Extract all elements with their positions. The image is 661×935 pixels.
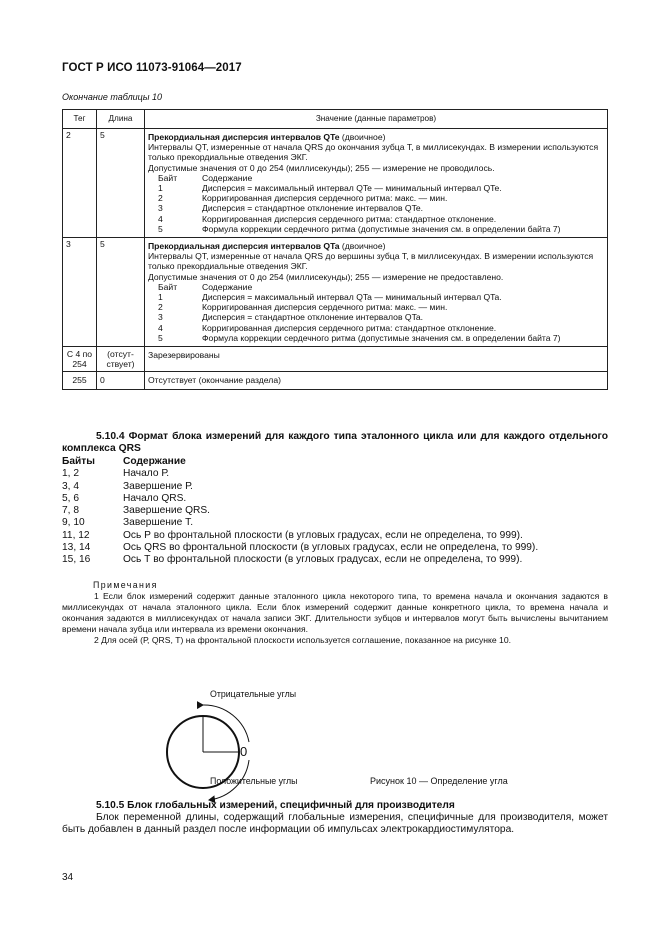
row-description: Интервалы QT, измеренные от начала QRS до вершины зубца T, в миллисекундах. В измерении используются только прекордиальные отведения ЭКГ. xyxy=(148,251,594,272)
list-item: 5, 6 Начало QRS. xyxy=(62,492,187,504)
sub-table-row: 2 Корригированная дисперсия сердечного ритма: макс. — мин. xyxy=(158,302,448,313)
page-number: 34 xyxy=(62,872,74,883)
row-range: Допустимые значения от 0 до 254 (миллисекунды); 255 — измерение не предоставлено. xyxy=(148,271,504,282)
list-item: 15, 16 Ось Т во фронтальной плоскости (в угловых градусах, если не определена, то 999). xyxy=(62,554,523,566)
cell-length: 5 xyxy=(97,129,145,238)
document-header: ГОСТ Р ИСО 11073-91064—2017 xyxy=(62,62,242,74)
bytes-list-head: Байты Содержание xyxy=(62,456,186,467)
sub-table-row: 2 Корригированная дисперсия сердечного ритма: макс. — мин. xyxy=(158,193,448,204)
section-5105-title: 5.10.5 Блок глобальных измерений, специфичный для производителя xyxy=(96,800,455,811)
list-item: 7, 8 Завершение QRS. xyxy=(62,505,211,517)
row-title: Прекордиальная дисперсия интервалов QTa (двоичное) xyxy=(148,241,386,252)
note-1: 1 Если блок измерений содержит данные эталонного цикла некоторого типа, то времена начала и окончания задаются в миллисекундах от начала эталонного цикла. Если блок измерений содержит данные конкретного цикла, то времена начала и окончания задаются в миллисекундах от начала записи ЭКГ. Длительности зубцов и интервалов могут быть вычислены вычитанием времени начала зубца или интервала из времени окончания. xyxy=(62,591,608,634)
column-header-tag: Тег xyxy=(63,110,97,129)
notes-heading: Примечания xyxy=(93,580,158,590)
sub-table-row: 3 Дисперсия = стандартное отклонение интервалов QTe. xyxy=(158,203,424,214)
negative-angles-label: Отрицательные углы xyxy=(210,689,297,699)
sub-table-head: Байт Содержание xyxy=(158,172,253,183)
section-5105 xyxy=(62,800,608,837)
sub-table-row: 5 Формула коррекции сердечного ритма (допустимые значения см. в определении байта 7) xyxy=(158,332,561,343)
list-item: 11, 12 Ось Р во фронтальной плоскости (в угловых градусах, если не определена, то 999). xyxy=(62,529,523,541)
list-item: 1, 2 Начало Р. xyxy=(62,468,170,480)
sub-table-row: 4 Корригированная дисперсия сердечного ритма: стандартное отклонение. xyxy=(158,213,497,224)
cell-length: 5 xyxy=(97,238,145,347)
row-description: Интервалы QT, измеренные от начала QRS до окончания зубца T, в миллисекундах. В измерении используются только прекордиальные отведения ЭКГ. xyxy=(148,142,599,163)
cell-tag: С 4 по 254 xyxy=(63,347,97,372)
sub-table-row: 3 Дисперсия = стандартное отклонение интервалов QTa. xyxy=(158,312,424,323)
sub-table-row: 1 Дисперсия = максимальный интервал QTa — минимальный интервал QTa. xyxy=(158,292,502,303)
list-item: 13, 14 Ось QRS во фронтальной плоскости (в угловых градусах, если не определена, то 999). xyxy=(62,542,539,554)
cell-value: Зарезервированы xyxy=(145,347,608,372)
cell-length: 0 xyxy=(97,372,145,389)
zero-label: 0 xyxy=(240,744,248,759)
sub-table-row: 4 Корригированная дисперсия сердечного ритма: стандартное отклонение. xyxy=(158,322,497,333)
cell-tag: 2 xyxy=(63,129,97,238)
row-range: Допустимые значения от 0 до 254 (миллисекунды); 255 — измерение не проводилось. xyxy=(148,162,495,173)
cell-length: (отсут- ствует) xyxy=(97,347,145,372)
figure-caption: Рисунок 10 — Определение угла xyxy=(370,776,508,786)
sub-table-row: 5 Формула коррекции сердечного ритма (допустимые значения см. в определении байта 7) xyxy=(158,223,561,234)
table-caption: Окончание таблицы 10 xyxy=(62,92,162,102)
cell-value: Отсутствует (окончание раздела) xyxy=(145,372,608,389)
positive-angles-label: Положительные углы xyxy=(210,776,298,786)
column-header-length: Длина xyxy=(97,110,145,129)
sub-table-row: 1 Дисперсия = максимальный интервал QTe — минимальный интервал QTe. xyxy=(158,183,502,194)
note-2: 2 Для осей (Р, QRS, Т) на фронтальной плоскости используется соглашение, показанное на рисунке 10. xyxy=(94,635,511,645)
cell-tag: 3 xyxy=(63,238,97,347)
list-item: 3, 4 Завершение Р. xyxy=(62,480,193,492)
cell-tag: 255 xyxy=(63,372,97,389)
section-5104-title: 5.10.4 Формат блока измерений для каждого типа эталонного цикла или для каждого отдельного комплекса QRS xyxy=(62,431,608,454)
row-title: Прекордиальная дисперсия интервалов QTe (двоичное) xyxy=(148,132,386,142)
list-item: 9, 10 Завершение Т. xyxy=(62,517,194,529)
section-5105-text: Блок переменной длины, содержащий глобальные измерения, специфичные для производителя, может быть добавлен в данный раздел после информации об импульсах электрокардиостимулятора. xyxy=(62,812,608,836)
sub-table-head: Байт Содержание xyxy=(158,281,253,292)
column-header-value: Значение (данные параметров) xyxy=(145,110,608,129)
